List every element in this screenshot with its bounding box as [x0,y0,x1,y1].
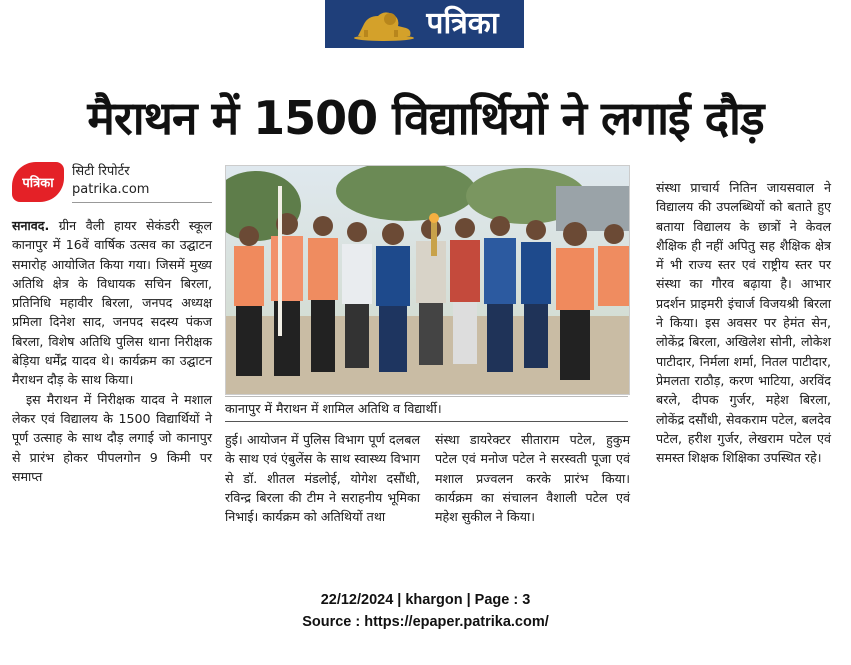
article-column-4 [656,178,831,467]
footer-edition-info: 22/12/2024 | khargon | Page : 3 [320,592,531,608]
byline [12,160,212,206]
article-paragraph-2: इस मैराथन में निरीक्षक यादव ने मशाल लेकर एवं विद्यालय के 1500 विद्यार्थियों ने पूर्ण उत्साह के साथ दौड़ लगाई जो कानापुर से प्रारंभ होकर पीपलगोन 9 किमी पर समाप्त [12,391,212,484]
news-photo [225,165,630,395]
masthead-banner [325,0,524,48]
article-column-3 [435,430,630,526]
article-paragraph-1: ग्रीन वैली हायर सेकंडरी स्कूल कानापुर में 16वें वार्षिक उत्सव का उद्घाटन समारोह आयोजित किया गया। जिसमें मुख्य अतिथि क्षेत्र के विधायक सचिन बिरला, प्रतिनिधि महावीर बिरला, जनपद अध्यक्ष प्रमिला दिनेश साद, जनपद सदस्य पंकज बिरला, विशेष अतिथि पुलिस थाना निरीक्षक बेड़िया धर्मेंद्र यादव थे। कार्यक्रम का उद्घाटन मैराथन दौड़ के साथ किया। [12,218,212,388]
article-column-2 [225,430,420,526]
article-column-1 [12,216,212,486]
byline-divider [72,202,212,203]
article-paragraph-5: संस्था प्राचार्य नितिन जायसवाल ने विद्यालय की उपलब्धियों को बताते हुए बताया विद्यालय के छात्रों ने केवल शैक्षिक ही नहीं अपितु सह शैक्षिक क्षेत्र में भी राज्य स्तर एवं राष्ट्रीय स्तर पर संस्था का गौरव बढ़ाया है। आभार प्रदर्शन प्राइमरी इंचार्ज विजयश्री बिरला ने किया। इस अवसर पर हेमंत सेन, लोकेंद्र बिरला, अखिलेश सोनी, लोकेश पाटीदार, निर्मला शर्मा, नितल पाटीदार, प्रेमलता राठौड़, करण भाटिया, अरविंद बरले, दीपक गुर्जर, महेश बिरला, लोकेंद्र दसौंधी, सेवकराम पटेल, बलदेव पटेल, हरीश गुर्जर, लेखराम पटेल एवं समस्त शिक्षक शिक्षिका उपस्थित रहे। [656,180,831,466]
patrika-logo: पत्रिका [12,162,64,202]
headline: मैराथन में 1500 विद्यार्थियों ने लगाई दौड़ [87,91,764,145]
article-paragraph-4: संस्था डायरेक्टर सीताराम पटेल, हुकुम पटेल एवं मनोज पटेल ने सरस्वती पूजा एवं मशाल प्रज्वलन करके प्रारंभ किया। कार्यक्रम का संचालन वैशाली पटेल एवं महेश सुकील ने किया। [435,432,630,525]
dateline: सनावद. [12,218,50,233]
photo-caption: कानापुर में मैराथन में शामिल अतिथि व विद्यार्थी। [225,396,628,422]
byline-site: patrika.com [72,182,150,197]
lion-emblem-icon [350,6,418,42]
footer-source-link[interactable]: Source : https://epaper.patrika.com/ [302,614,549,630]
article-paragraph-3: हुई। आयोजन में पुलिस विभाग पूर्ण दलबल के साथ एवं एंबुलेंस के साथ स्वास्थ्य विभाग से डॉ. शीतल मंडलोई, योगेश दसौंधी, रविन्द्र बिरला की टीम ने सराहनीय भूमिका निभाई। कार्यक्रम को अतिथियों तथा [225,432,420,525]
masthead-title: पत्रिका [426,6,499,41]
byline-reporter: सिटी रिपोर्टर [72,164,130,179]
marathon-photo-illustration [226,166,629,394]
